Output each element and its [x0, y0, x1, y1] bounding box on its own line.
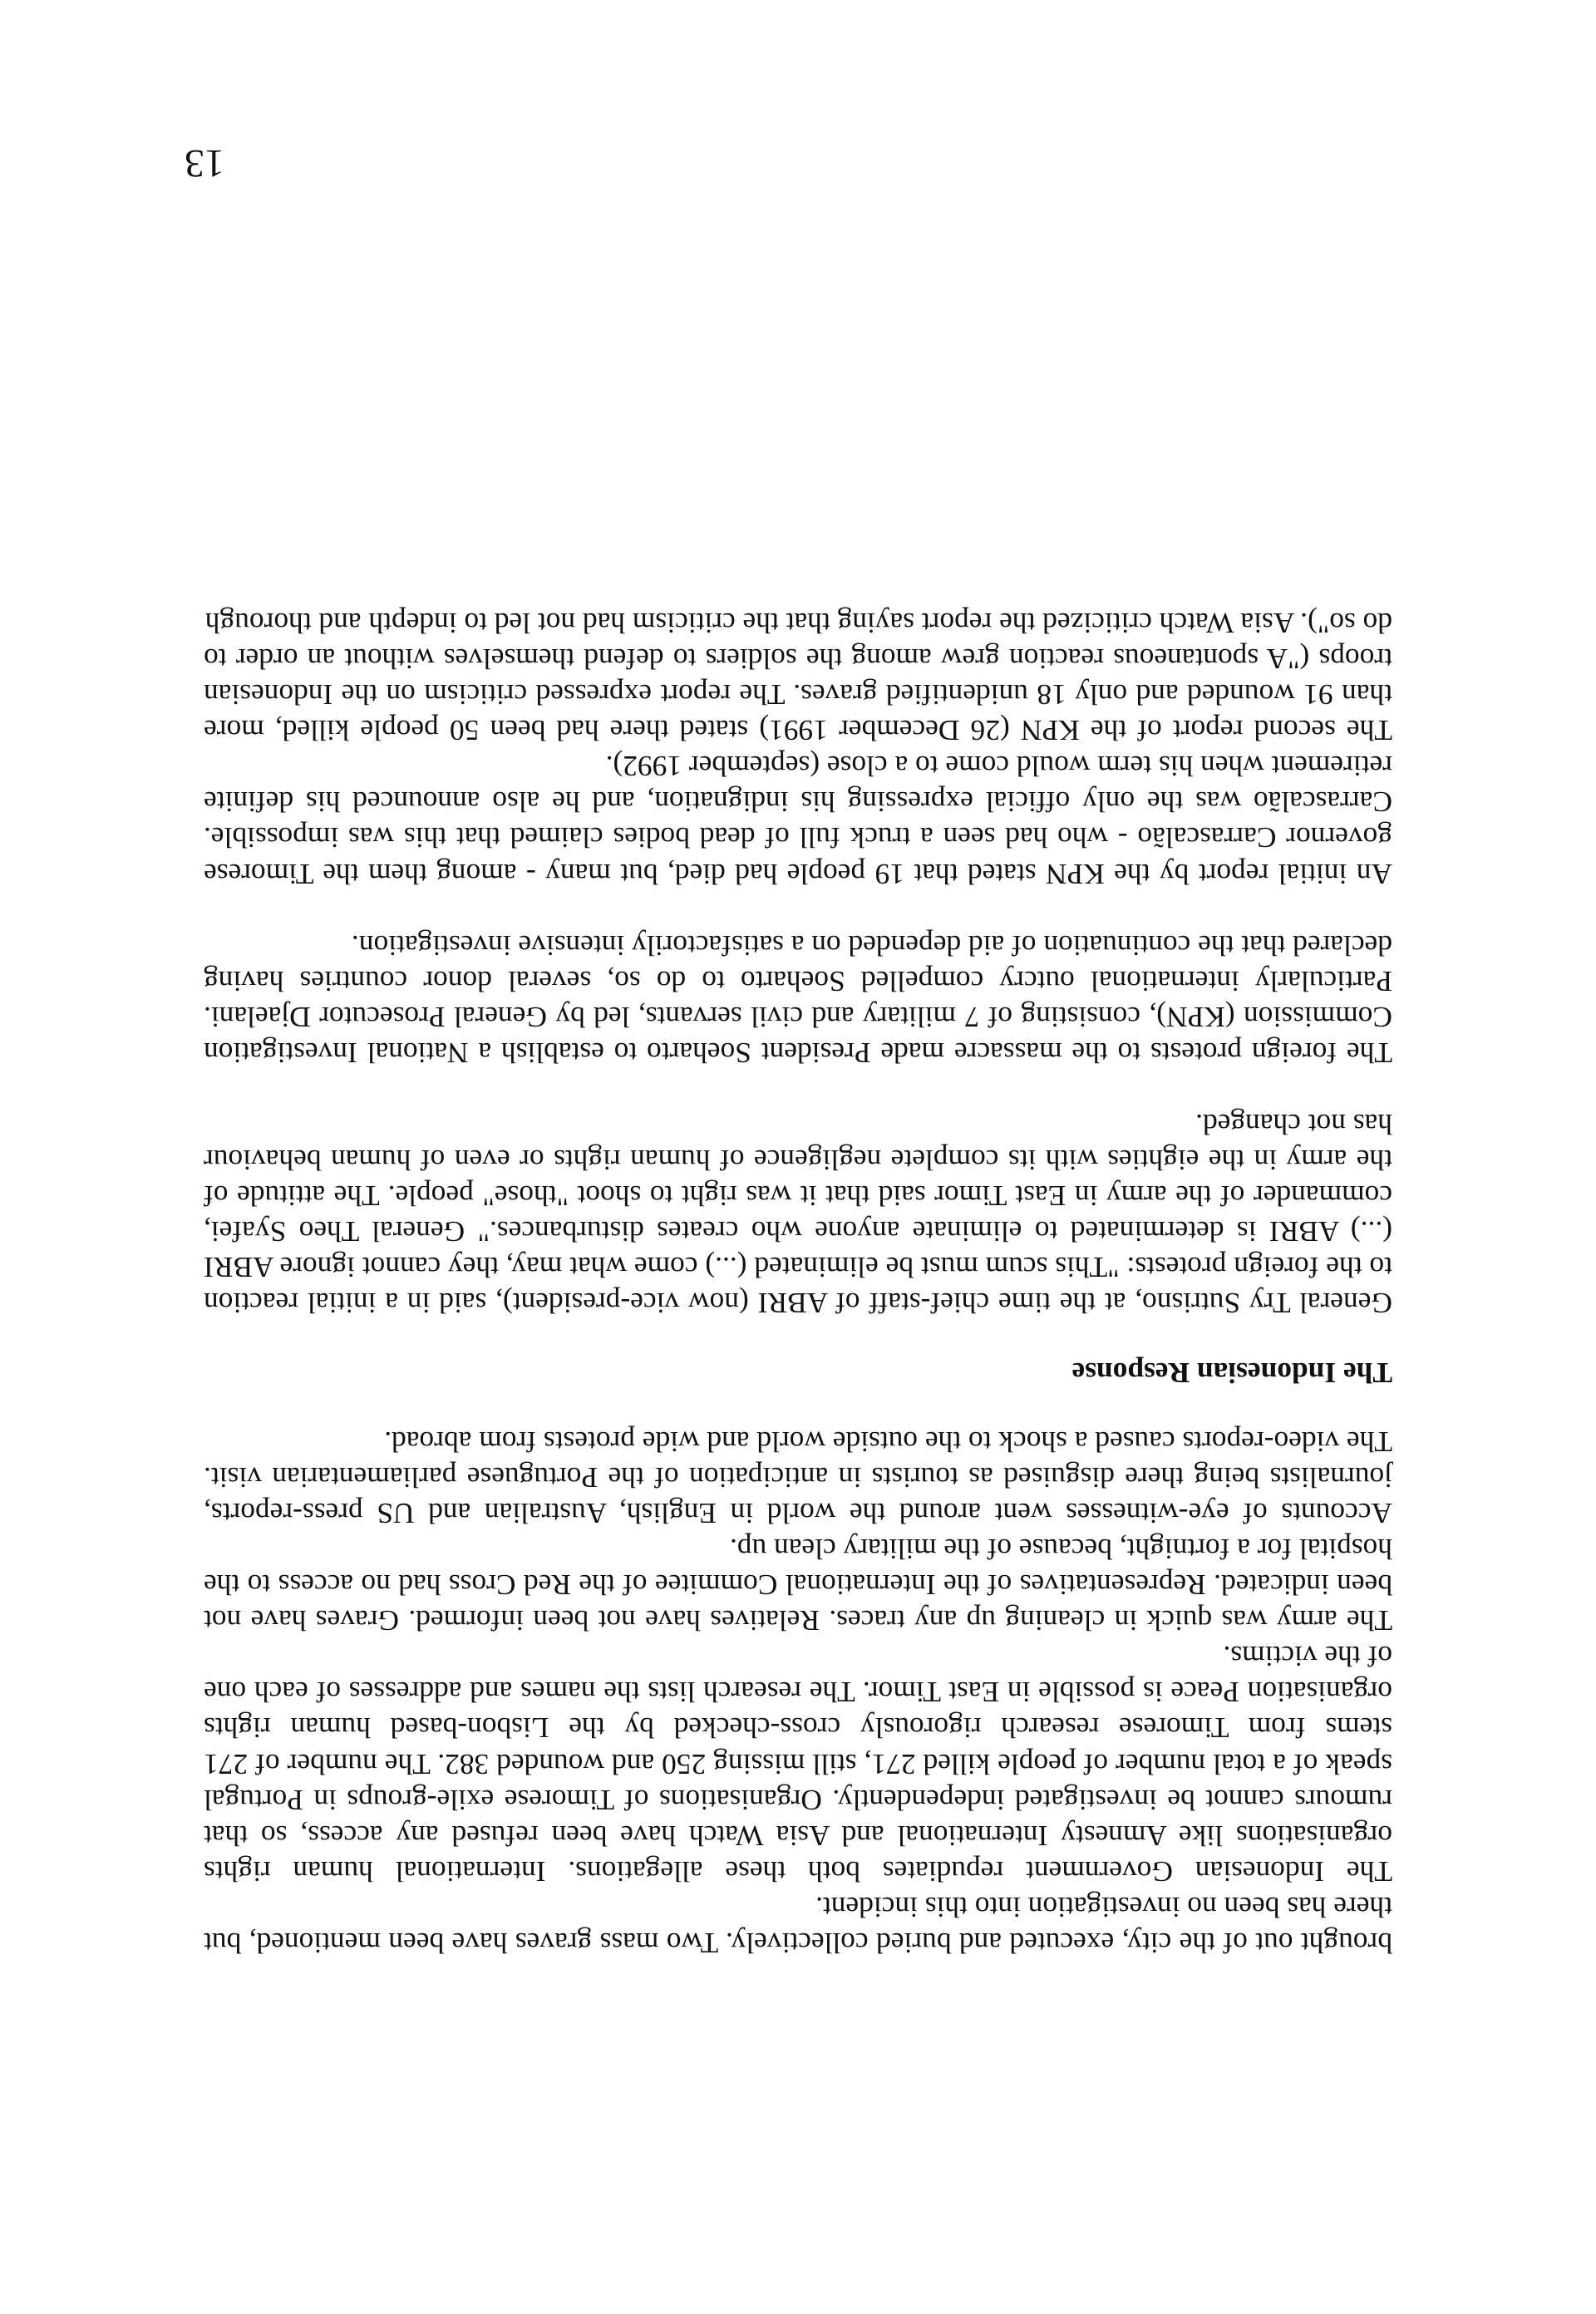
section-heading: The Indonesian Response: [1071, 1356, 1392, 1390]
paragraph-initial-report: An initial report by the KPN stated that 19 people had died, but many - among them the Timorese governor Carrascalão - who had seen a truck full of dead bodies claimed that this was impossible. Carrascalão was the only official expressing his indignation, and he also announced his definite retirement when his term would come to a close (september 1992).: [204, 750, 1392, 891]
paragraph-army-clean-up: The army was quick in cleaning up any traces. Relatives have not been informed. Graves have not been indicated. Representatives of the International Commitee of the Red Cross had no access to the hospital for a fortnight, because of the military clean up.: [204, 1532, 1392, 1638]
paragraph-eye-witnesses: Accounts of eye-witnesses went around the world in English, Australian and US press-reports, journalists being there disguised as tourists in anticipation of the Portuguese parliamentarian visit. The video-reports caused a shock to the outside world and wide protests from abroad.: [204, 1425, 1392, 1530]
page-body: [204, 605, 1392, 1961]
paragraph-mass-graves: brought out of the city, executed and buried collectively. Two mass graves have been mentioned, but there has been no investigation into this incident.: [204, 1890, 1392, 1960]
paragraph-kpn-commission: The foreign protests to the massacre made President Soeharto to establish a National Investigation Commission (KPN), consisting of 7 military and civil servants, led by General Prosecutor Djaelani. Particularly international outcry compelled Soeharto to do so, several donor countries having declared that the continuation of aid depended on a satisfactorily intensive investigation.: [204, 928, 1392, 1070]
paragraph-government-repudiates: The Indonesian Government repudiates both these allegations. International human rights organisations like Amnesty International and Asia Watch have been refused any access, so that rumours cannot be investigated independently. Organisations of Timorese exile-groups in Portugal speak of a total number of people killed 271, still missing 250 and wounded 382. The number of 271 stems from Timorese research rigorously cross-checked by the Lisbon-based human rights organisation Peace is possible in East Timor. The research lists the names and addresses of each one of the victims.: [204, 1640, 1392, 1888]
paragraph-try-sutrisno: General Try Sutrisno, at the time chief-staff of ABRI (now vice-president), said in a initial reaction to the foreign protests: "This scum must be eliminated (...) come what may, they cannot ignore ABRI (...) ABRI is determinated to eliminate anyone who creates disturbances." General Theo Syafei, commander of the army in East Timor said that it was right to shoot "those" people. The attitude of the army in the eighties with its complete negligence of human rights or even of human behaviour has not changed.: [204, 1108, 1392, 1321]
paragraph-second-report: The second report of the KPN (26 December 1991) stated there had been 50 people killed, more than 91 wounded and only 18 unidentified graves. The report expressed criticism on the Indonesian troops ("A spontaneous reaction grew among the soldiers to defend themselves without an order to do so"). Asia Watch criticized the report saying that the criticism had not led to indepth and thorough: [204, 606, 1392, 748]
page-number: 13: [185, 141, 224, 185]
